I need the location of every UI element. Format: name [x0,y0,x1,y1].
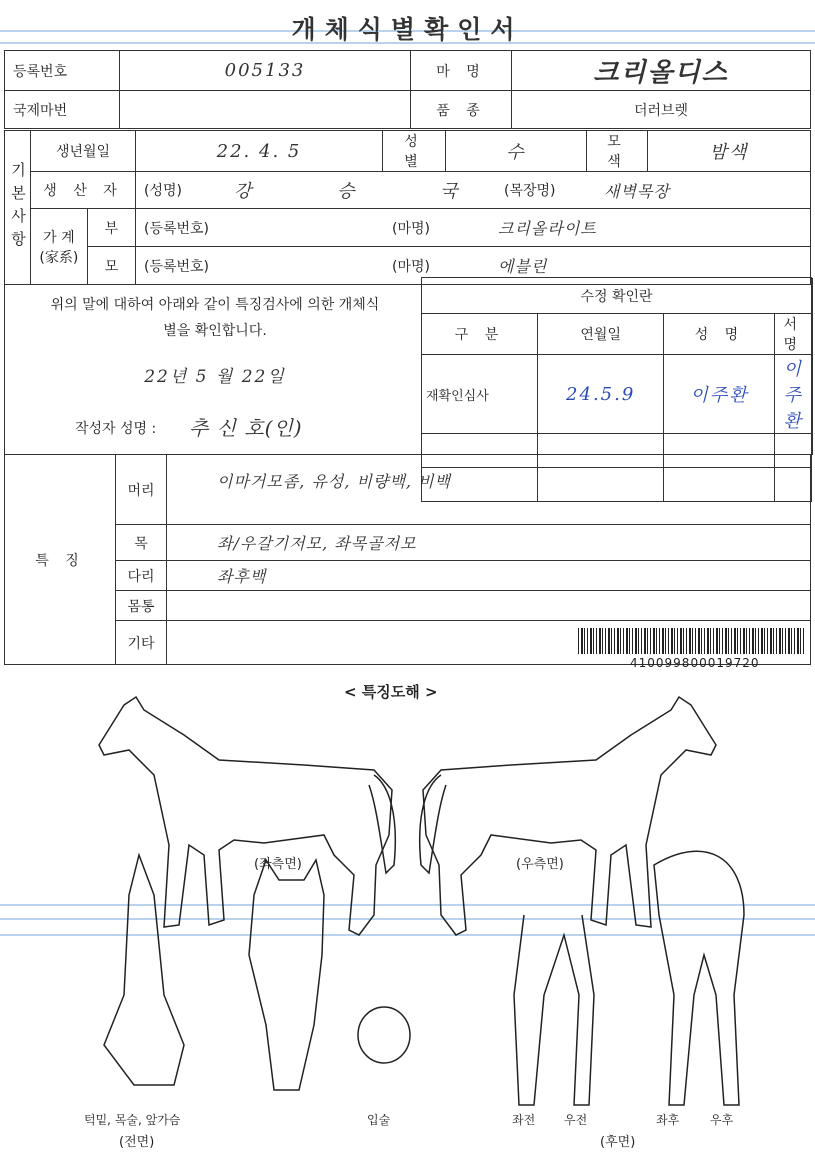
hind-right-caption: 우후 [710,1113,734,1127]
leg-value: 좌후백 [167,561,811,591]
document-title: 개체식별확인서 [291,15,524,44]
sex-value: 수 [446,131,587,172]
neck-label: 목 [116,525,167,561]
lineage-hanja: (家系) [39,249,79,266]
row1-sign: 이주환 [775,355,812,434]
color-value: 밤색 [648,131,811,172]
writer-value: 추 신 호(인) [189,416,303,440]
sire-name-value: 크리올라이트 [498,219,597,238]
body-label: 몸통 [116,591,167,621]
rear-view-figure [654,851,744,1105]
sire-label: 부 [87,209,135,247]
breeder-name-label: (성명) [144,183,182,199]
dam-name-value: 에블린 [498,257,548,276]
col-type: 구 분 [422,314,538,355]
reg-no-label: 등록번호 [5,51,120,91]
neck-value: 좌/우갈기저모, 좌목골저모 [167,525,811,561]
breed-value: 더러브렛 [512,91,811,129]
front-parts-caption: 턱밑, 목술, 앞가슴 [84,1113,181,1127]
body-value [167,591,811,621]
breed-label: 품 종 [411,91,512,129]
breeder-label: 생 산 자 [31,172,136,209]
farm-value: 새벽목장 [604,181,670,201]
sire-reg-label: (등록번호) [144,220,210,237]
lineage-text: 가 계 [43,229,75,246]
dam-name-label: (마명) [392,258,430,275]
dam-label: 모 [87,247,135,285]
confirm-statement: 위의 말에 대하여 아래와 같이 특징검사에 의한 개체식별을 확인합니다. [50,297,380,339]
head-label: 머리 [116,455,167,525]
leg-label: 다리 [116,561,167,591]
row1-date: 24.5.9 [537,355,663,434]
breeder-row [136,172,811,209]
collection-title: 수정 확인란 [422,278,812,314]
dam-reg-label: (등록번호) [144,258,210,275]
color-label: 모 색 [587,131,648,172]
confirm-date: 22년 5 월 22일 [144,367,286,387]
row1-name: 이주환 [664,355,775,434]
writer-label: 작성자 성명 : [75,421,157,437]
horse-name-value: 크리올디스 [512,51,811,91]
horse-name-label: 마 명 [411,51,512,91]
sire-row [136,209,811,247]
lineage-label [31,209,88,285]
other-label: 기타 [116,621,167,665]
front-view-figure [104,855,184,1085]
left-side-horse-figure [99,697,392,935]
sire-name-label: (마명) [392,220,430,237]
right-side-horse-figure [423,697,716,935]
barcode-number: 410099800019720 [630,656,760,670]
left-side-caption: (좌측면) [254,857,302,872]
front-right-caption: 우전 [564,1113,588,1127]
col-date: 연월일 [537,314,663,355]
rear-view-caption: (후면) [600,1135,636,1150]
barcode [578,628,804,654]
muzzle-caption: 입술 [367,1113,391,1127]
front-view-caption: (전면) [119,1135,155,1150]
intl-no-value [120,91,411,129]
farm-label: (목장명) [504,183,556,199]
head-value: 이마거모좀, 유성, 비량백, 비백 [167,455,811,525]
birth-value: 22. 4. 5 [136,131,383,172]
face-view-figure [249,860,324,1090]
basic-info-table [4,130,811,285]
registration-table [4,50,811,129]
row1-type: 재확인심사 [422,355,538,434]
intl-no-label: 국제마번 [5,91,120,129]
front-left-caption: 좌전 [512,1113,536,1127]
horse-outline-drawings [4,665,811,1163]
feature-diagram [4,665,811,1163]
front-legs-figure [514,915,594,1105]
basic-section-text: 기본사항 [9,161,27,254]
confirmation-section [4,278,813,455]
basic-section-label [5,131,31,285]
right-side-caption: (우측면) [516,857,564,872]
breeder-name-value: 강 승 국 [234,181,498,202]
sex-label: 성 별 [383,131,446,172]
features-section-label: 특 징 [5,455,116,665]
hind-left-caption: 좌후 [656,1113,680,1127]
col-name: 성 명 [664,314,775,355]
muzzle-figure [358,1007,410,1063]
diagram-title: < 특징도해 > [344,683,438,701]
col-sign: 서 명 [775,314,812,355]
reg-no-value: 005133 [120,51,411,91]
birth-label: 생년월일 [31,131,136,172]
